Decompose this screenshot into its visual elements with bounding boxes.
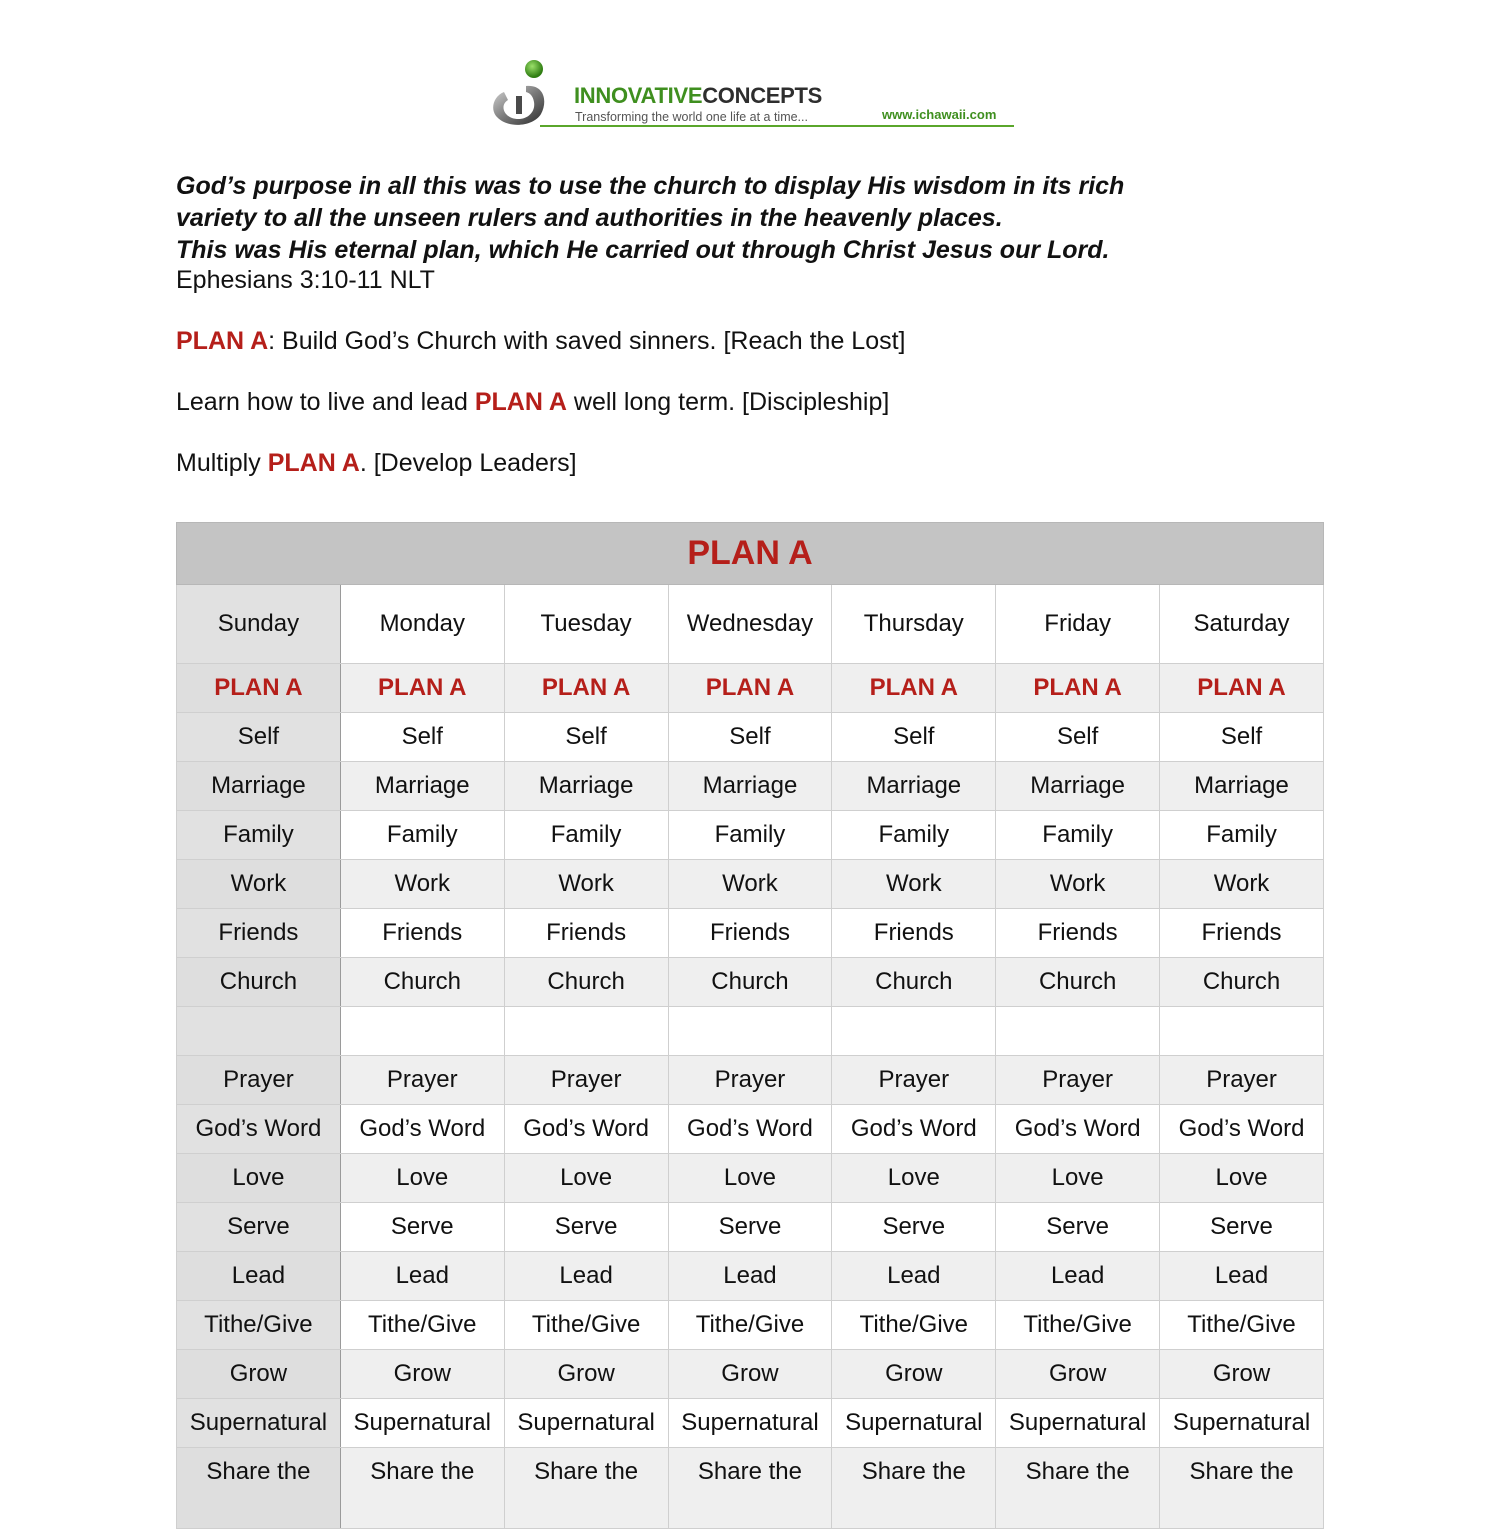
table-cell: Grow	[177, 1350, 341, 1399]
table-cell: Love	[340, 1154, 504, 1203]
table-cell: Self	[340, 713, 504, 762]
table-cell: Supernatural	[668, 1399, 832, 1448]
table-row	[177, 762, 1324, 811]
table-row	[177, 1350, 1324, 1399]
table-cell: God’s Word	[177, 1105, 341, 1154]
table-cell: Family	[996, 811, 1160, 860]
table-cell: Church	[832, 958, 996, 1007]
day-header-saturday: Saturday	[1160, 585, 1324, 664]
table-cell	[340, 1007, 504, 1056]
table-cell: Marriage	[832, 762, 996, 811]
table-cell: Self	[996, 713, 1160, 762]
table-cell: Lead	[340, 1252, 504, 1301]
day-header-sunday: Sunday	[177, 585, 341, 664]
table-cell: God’s Word	[668, 1105, 832, 1154]
table-cell: Share the	[668, 1448, 832, 1529]
table-cell: Serve	[996, 1203, 1160, 1252]
table-cell: Family	[504, 811, 668, 860]
website-link[interactable]: www.ichawaii.com	[882, 107, 997, 122]
table-cell: Lead	[832, 1252, 996, 1301]
verse-line: This was His eternal plan, which He carried out through Christ Jesus our Lord.	[176, 236, 1110, 264]
table-row	[177, 713, 1324, 762]
table-cell: Family	[832, 811, 996, 860]
table-cell: Prayer	[340, 1056, 504, 1105]
table-cell: God’s Word	[340, 1105, 504, 1154]
table-cell: Prayer	[504, 1056, 668, 1105]
table-cell: Self	[504, 713, 668, 762]
table-cell: Tithe/Give	[996, 1301, 1160, 1350]
table-cell: Marriage	[177, 762, 341, 811]
table-cell: Share the	[996, 1448, 1160, 1529]
table-row	[177, 909, 1324, 958]
table-row	[177, 860, 1324, 909]
table-cell: Friends	[1160, 909, 1324, 958]
table-cell: God’s Word	[1160, 1105, 1324, 1154]
table-cell: Lead	[504, 1252, 668, 1301]
day-header-thursday: Thursday	[832, 585, 996, 664]
table-cell: Supernatural	[504, 1399, 668, 1448]
table-cell: Love	[1160, 1154, 1324, 1203]
table-cell: PLAN A	[177, 664, 341, 713]
table-cell: Grow	[832, 1350, 996, 1399]
logo-mark-icon	[486, 56, 576, 136]
verse-quote	[176, 170, 1326, 266]
table-cell: Lead	[996, 1252, 1160, 1301]
table-cell: PLAN A	[832, 664, 996, 713]
table-row	[177, 664, 1324, 713]
table-cell: Friends	[177, 909, 341, 958]
table-cell: Church	[996, 958, 1160, 1007]
table-cell: Share the	[504, 1448, 668, 1529]
table-cell: PLAN A	[340, 664, 504, 713]
table-row	[177, 1154, 1324, 1203]
plan-label: PLAN A	[267, 449, 360, 477]
table-cell: Prayer	[1160, 1056, 1324, 1105]
plan-line-discipleship	[176, 386, 889, 418]
table-cell: Marriage	[1160, 762, 1324, 811]
table-cell: Work	[668, 860, 832, 909]
table-cell: Work	[177, 860, 341, 909]
table-cell: Grow	[668, 1350, 832, 1399]
table-cell: Tithe/Give	[668, 1301, 832, 1350]
table-cell: Marriage	[996, 762, 1160, 811]
verse-line: God’s purpose in all this was to use the church to display His wisdom in its rich	[176, 172, 1125, 200]
plan-line-text: Learn how to live and lead	[176, 388, 475, 416]
header-divider	[540, 125, 1014, 127]
table-cell: Self	[1160, 713, 1324, 762]
table-cell	[1160, 1007, 1324, 1056]
plan-line-text: : Build God’s Church with saved sinners. [Reach the Lost]	[268, 327, 906, 355]
table-cell: Family	[340, 811, 504, 860]
table-cell: Church	[340, 958, 504, 1007]
table-cell: Grow	[504, 1350, 668, 1399]
table-cell: Friends	[668, 909, 832, 958]
table-cell: Serve	[504, 1203, 668, 1252]
table-cell: Marriage	[504, 762, 668, 811]
table-cell: Family	[1160, 811, 1324, 860]
table-cell: PLAN A	[504, 664, 668, 713]
table-cell: Marriage	[340, 762, 504, 811]
plan-label: PLAN A	[176, 327, 269, 355]
table-row	[177, 1448, 1324, 1529]
table-cell: Grow	[1160, 1350, 1324, 1399]
table-row	[177, 958, 1324, 1007]
table-cell: God’s Word	[504, 1105, 668, 1154]
table-cell: Love	[832, 1154, 996, 1203]
table-cell: Supernatural	[340, 1399, 504, 1448]
table-cell: Prayer	[832, 1056, 996, 1105]
table-row	[177, 811, 1324, 860]
table-cell: Work	[504, 860, 668, 909]
logo	[486, 56, 1026, 136]
table-row	[177, 1399, 1324, 1448]
table-cell: Love	[996, 1154, 1160, 1203]
table-cell: Share the	[832, 1448, 996, 1529]
table-cell: God’s Word	[832, 1105, 996, 1154]
table-cell: Share the	[177, 1448, 341, 1529]
table-cell: Serve	[668, 1203, 832, 1252]
table-cell: Family	[177, 811, 341, 860]
table-cell: Work	[340, 860, 504, 909]
table-cell: Family	[668, 811, 832, 860]
table-cell: Serve	[177, 1203, 341, 1252]
table-cell: Self	[832, 713, 996, 762]
table-cell	[668, 1007, 832, 1056]
table-cell: God’s Word	[996, 1105, 1160, 1154]
brand-name-part2: CONCEPTS	[702, 83, 823, 108]
brand-name-part1: INNOVATIVE	[574, 83, 703, 108]
table-cell: Grow	[340, 1350, 504, 1399]
table-cell: Supernatural	[1160, 1399, 1324, 1448]
table-cell: Friends	[340, 909, 504, 958]
table-cell: Love	[504, 1154, 668, 1203]
table-cell: Prayer	[996, 1056, 1160, 1105]
table-cell: Prayer	[177, 1056, 341, 1105]
day-header-friday: Friday	[996, 585, 1160, 664]
table-cell: Share the	[1160, 1448, 1324, 1529]
table-cell: PLAN A	[996, 664, 1160, 713]
verse-reference: Ephesians 3:10-11 NLT	[176, 266, 435, 294]
verse-line: variety to all the unseen rulers and authorities in the heavenly places.	[176, 204, 1003, 232]
table-cell: Friends	[832, 909, 996, 958]
plan-line-text: well long term. [Discipleship]	[566, 388, 890, 416]
table-cell	[832, 1007, 996, 1056]
plan-label: PLAN A	[474, 388, 567, 416]
plan-line-leaders	[176, 447, 577, 479]
tagline: Transforming the world one life at a time...	[575, 110, 808, 124]
table-cell: PLAN A	[668, 664, 832, 713]
table-cell: Tithe/Give	[340, 1301, 504, 1350]
day-header-row	[177, 585, 1324, 664]
table-cell: Lead	[1160, 1252, 1324, 1301]
table-cell: Tithe/Give	[1160, 1301, 1324, 1350]
table-cell: Love	[668, 1154, 832, 1203]
table-cell: Self	[177, 713, 341, 762]
table-row	[177, 1007, 1324, 1056]
plan-a-table	[176, 522, 1324, 1529]
table-cell: Supernatural	[996, 1399, 1160, 1448]
table-cell: Work	[832, 860, 996, 909]
table-cell: Lead	[668, 1252, 832, 1301]
plan-line-text: Multiply	[176, 449, 268, 477]
table-cell: PLAN A	[1160, 664, 1324, 713]
table-cell: Grow	[996, 1350, 1160, 1399]
plan-line-reach	[176, 325, 906, 357]
table-title: PLAN A	[177, 523, 1324, 585]
day-header-wednesday: Wednesday	[668, 585, 832, 664]
plan-line-text: . [Develop Leaders]	[359, 449, 577, 477]
table-cell: Supernatural	[177, 1399, 341, 1448]
table-row	[177, 1301, 1324, 1350]
table-cell: Tithe/Give	[832, 1301, 996, 1350]
day-header-monday: Monday	[340, 585, 504, 664]
table-cell: Serve	[1160, 1203, 1324, 1252]
table-cell: Serve	[832, 1203, 996, 1252]
table-row	[177, 1203, 1324, 1252]
brand-name	[574, 83, 822, 109]
table-cell: Tithe/Give	[177, 1301, 341, 1350]
table-cell: Friends	[996, 909, 1160, 958]
table-cell: Church	[668, 958, 832, 1007]
table-cell: Serve	[340, 1203, 504, 1252]
table-cell: Prayer	[668, 1056, 832, 1105]
table-cell: Church	[177, 958, 341, 1007]
table-cell: Self	[668, 713, 832, 762]
table-cell: Share the	[340, 1448, 504, 1529]
table-cell	[177, 1007, 341, 1056]
table-cell	[996, 1007, 1160, 1056]
table-cell: Work	[1160, 860, 1324, 909]
table-cell: Friends	[504, 909, 668, 958]
day-header-tuesday: Tuesday	[504, 585, 668, 664]
table-cell: Supernatural	[832, 1399, 996, 1448]
table-cell: Church	[504, 958, 668, 1007]
table-cell: Marriage	[668, 762, 832, 811]
table-cell: Love	[177, 1154, 341, 1203]
table-cell: Tithe/Give	[504, 1301, 668, 1350]
table-row	[177, 1252, 1324, 1301]
table-cell	[504, 1007, 668, 1056]
table-row	[177, 1105, 1324, 1154]
table-cell: Work	[996, 860, 1160, 909]
table-row	[177, 1056, 1324, 1105]
table-cell: Church	[1160, 958, 1324, 1007]
table-cell: Lead	[177, 1252, 341, 1301]
